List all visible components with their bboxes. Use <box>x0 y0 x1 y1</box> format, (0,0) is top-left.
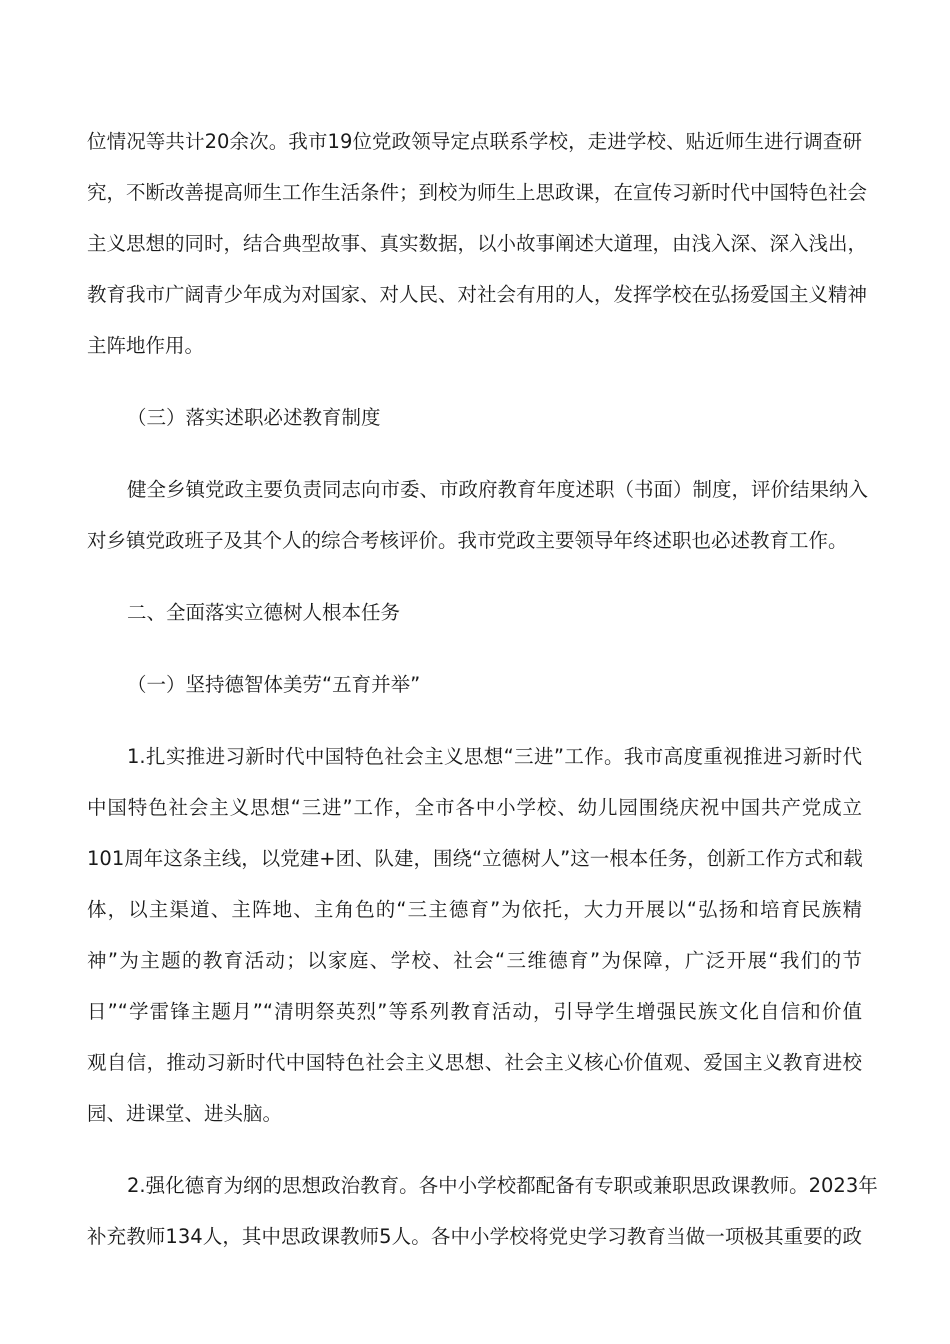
text-line: 主阵地作用。 <box>87 334 205 357</box>
section-heading-1: （一）坚持德智体美劳“五育并举” <box>127 673 421 696</box>
text-line: 位情况等共计20余次。我市19位党政领导定点联系学校，走进学校、贴近师生进行调查研 <box>87 130 862 153</box>
text-line: 对乡镇党政班子及其个人的综合考核评价。我市党政主要领导年终述职也必述教育工作。 <box>87 529 848 552</box>
text-line: 101周年这条主线，以党建+团、队建，围绕“立德树人”这一根本任务，创新工作方式和载 <box>87 847 863 870</box>
text-line: 补充教师134人，其中思政课教师5人。各中小学校将党史学习教育当做一项极其重要的政 <box>87 1225 862 1248</box>
text-line: 园、进课堂、进头脑。 <box>87 1102 283 1125</box>
text-line: 观自信，推动习新时代中国特色社会主义思想、社会主义核心价值观、爱国主义教育进校 <box>87 1051 862 1074</box>
text-line: 神”为主题的教育活动；以家庭、学校、社会“三维德育”为保障，广泛开展“我们的节 <box>87 949 862 972</box>
chapter-heading-2: 二、全面落实立德树人根本任务 <box>127 601 401 624</box>
text-line: 2.强化德育为纲的思想政治教育。各中小学校都配备有专职或兼职思政课教师。2023年 <box>127 1174 878 1197</box>
text-line: 中国特色社会主义思想“三进”工作，全市各中小学校、幼儿园围绕庆祝中国共产党成立 <box>87 796 862 819</box>
section-heading-3: （三）落实述职必述教育制度 <box>127 406 381 429</box>
text-line: 究，不断改善提高师生工作生活条件；到校为师生上思政课，在宣传习新时代中国特色社会 <box>87 181 868 204</box>
paragraph-reporting-system <box>87 464 869 566</box>
text-line: 日”“学雷锋主题月”“清明祭英烈”等系列教育活动，引导学生增强民族文化自信和价值 <box>87 1000 862 1023</box>
text-line: 体，以主渠道、主阵地、主角色的“三主德育”为依托，大力开展以“弘扬和培育民族精 <box>87 898 862 921</box>
paragraph-continued <box>87 116 868 371</box>
text-line: 1.扎实推进习新时代中国特色社会主义思想“三进”工作。我市高度重视推进习新时代 <box>127 745 862 768</box>
document-page <box>87 116 878 1262</box>
paragraph-moral-education <box>87 1160 878 1262</box>
text-line: 主义思想的同时，结合典型故事、真实数据，以小故事阐述大道理，由浅入深、深入浅出， <box>87 232 868 255</box>
text-line: 健全乡镇党政主要负责同志向市委、市政府教育年度述职（书面）制度，评价结果纳入 <box>127 478 869 501</box>
paragraph-three-entries <box>87 731 862 1139</box>
text-line: 教育我市广阔青少年成为对国家、对人民、对社会有用的人，发挥学校在弘扬爱国主义精神 <box>87 283 868 306</box>
